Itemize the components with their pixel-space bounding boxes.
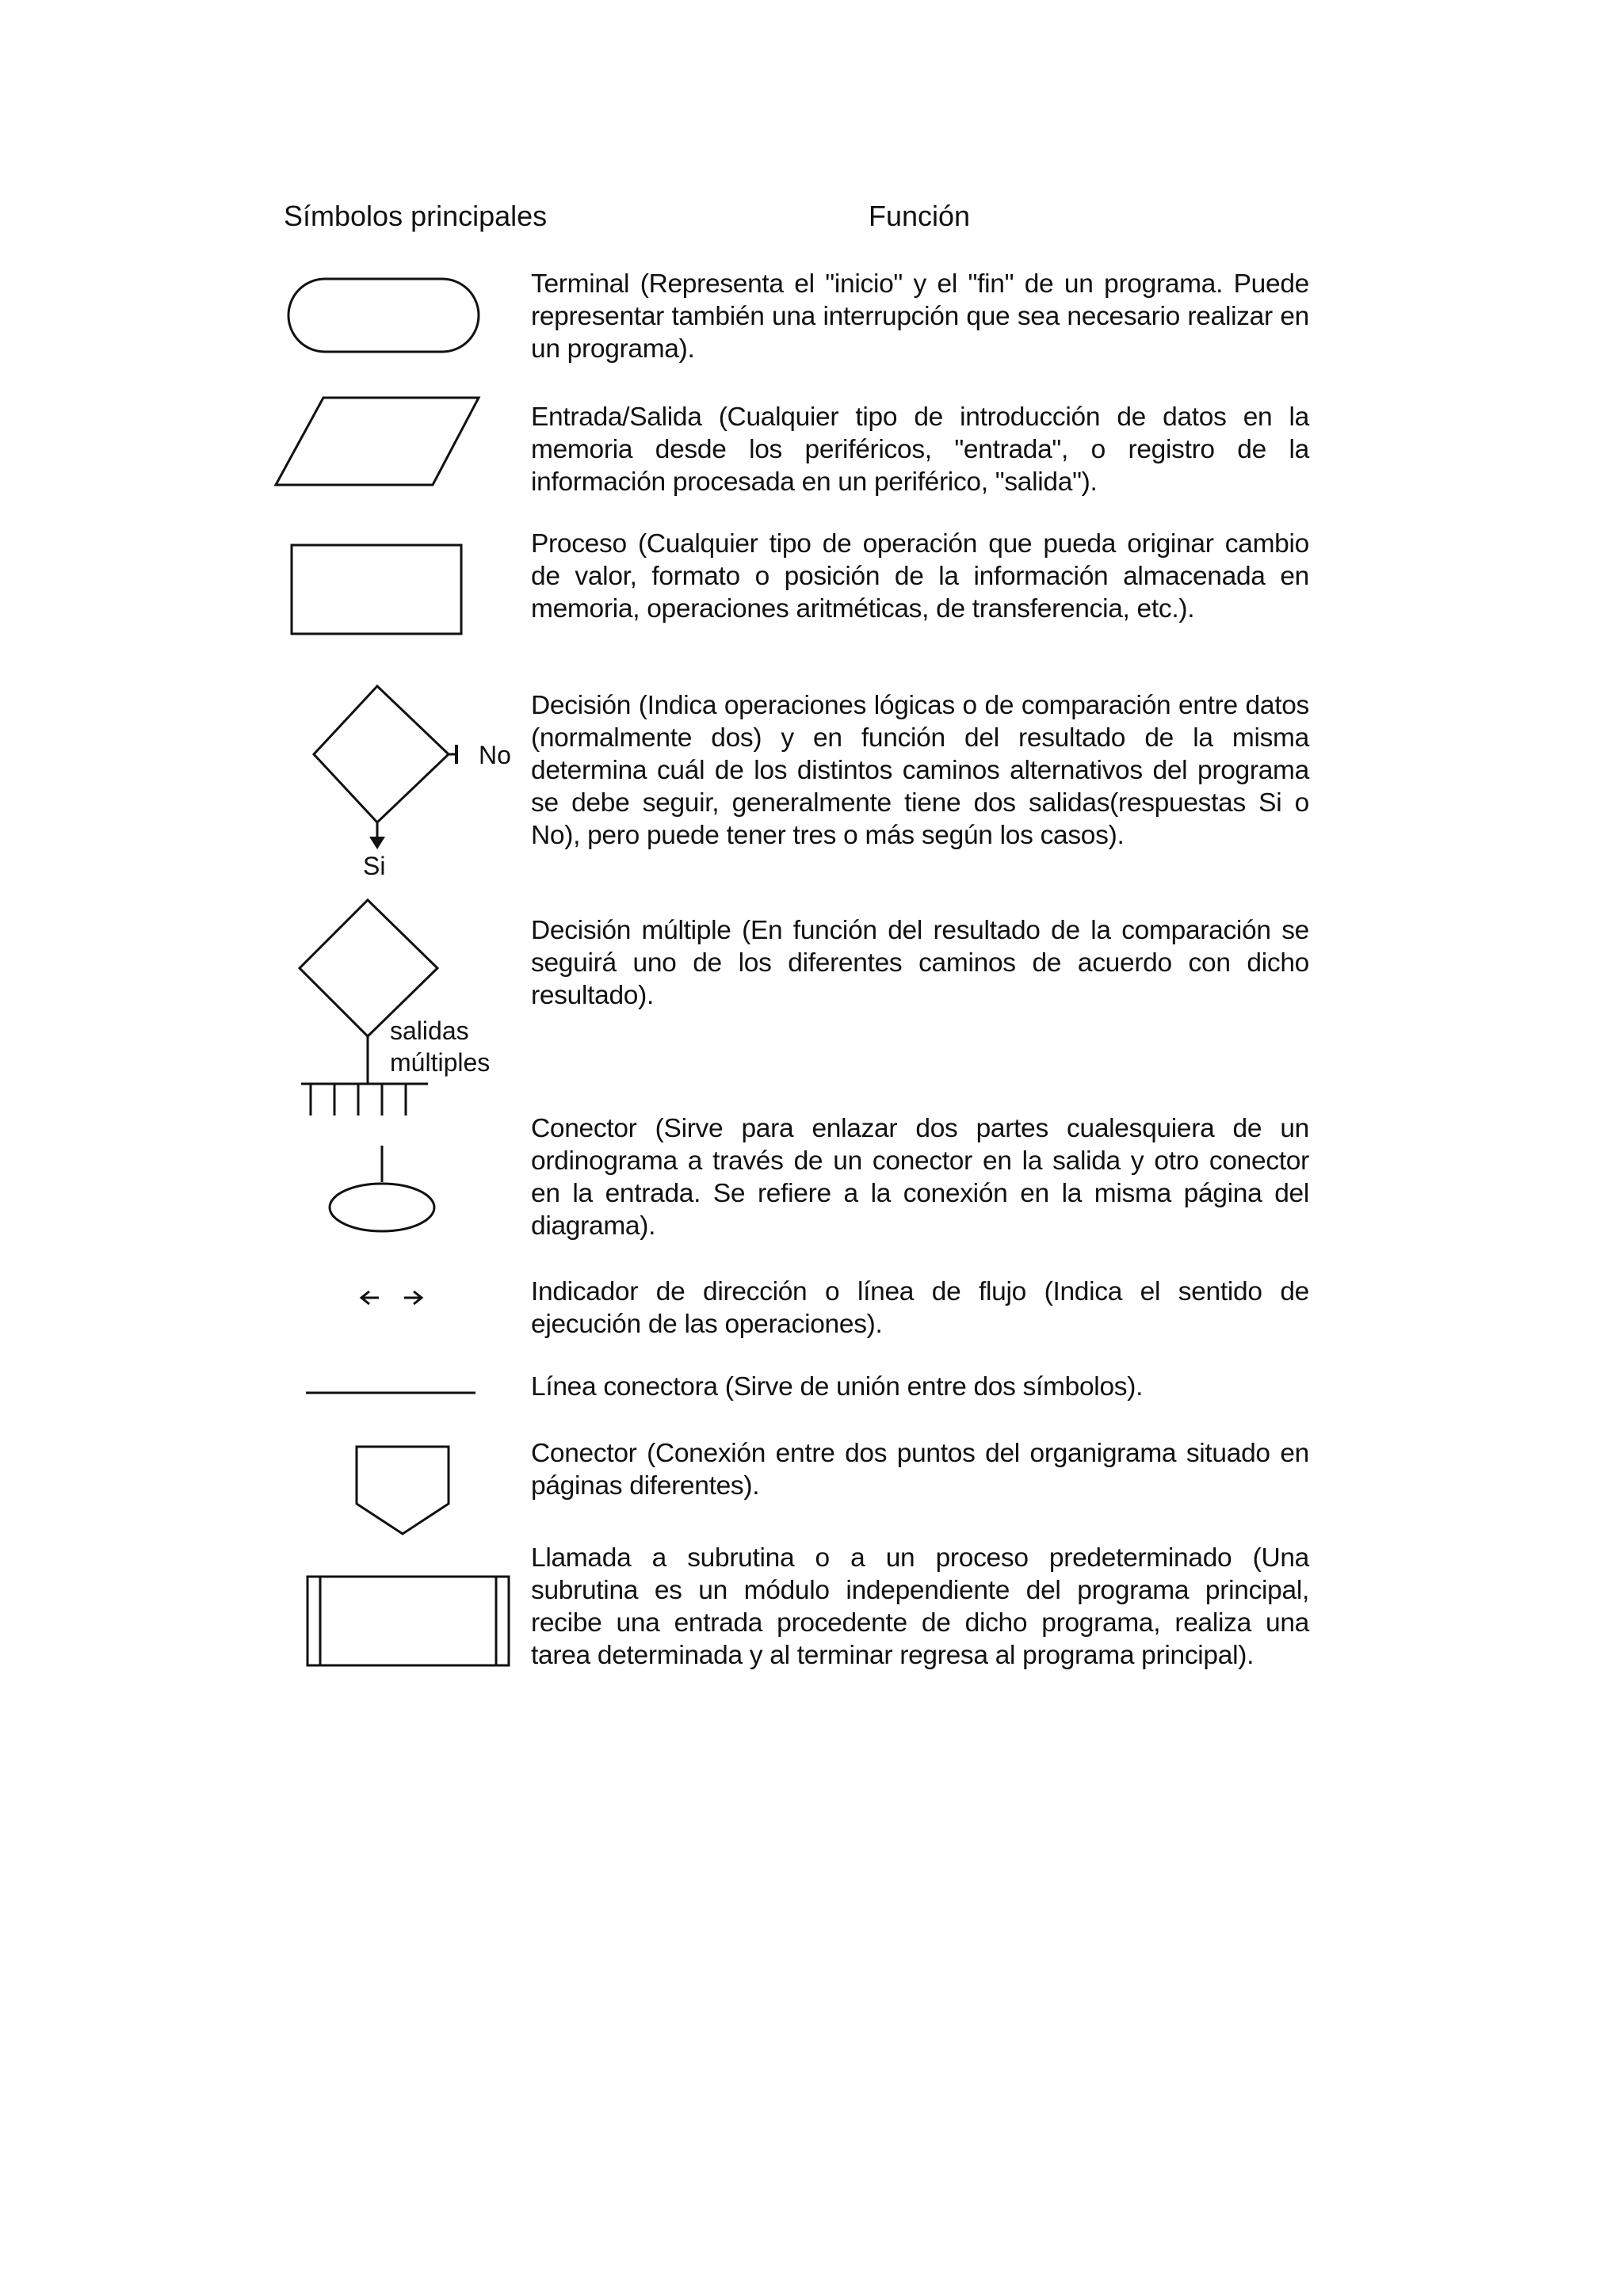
- header-symbols: Símbolos principales: [284, 200, 548, 232]
- decision-si-label: Si: [363, 852, 386, 880]
- header-function: Función: [869, 200, 971, 232]
- subroutine-symbol: [304, 1573, 514, 1672]
- multiple-outputs-label-line1: salidas: [390, 1016, 469, 1045]
- terminal-symbol: [285, 276, 483, 357]
- decision-symbol: [309, 681, 531, 887]
- flow-direction-symbol: [357, 1287, 436, 1310]
- off-page-connector-symbol: [352, 1442, 455, 1539]
- connecting-line-symbol: [304, 1388, 479, 1398]
- decision-no-label: No: [479, 741, 511, 769]
- multiple-decision-symbol: [293, 894, 531, 1123]
- multiple-outputs-label-line2: múltiples: [390, 1048, 491, 1077]
- connector-symbol: [322, 1142, 449, 1238]
- process-symbol: [288, 542, 466, 640]
- decision-description: Decisión (Indica operaciones lógicas o de comparación entre datos (normalmente dos) y en función del resultado de la misma determina cuál de los distintos caminos alternativos del programa se debe seguir, generalmente tiene dos salidas(respuestas Si o No), pero puede tener tres o más según los casos).: [531, 691, 1309, 850]
- multiple-decision-description: Decisión múltiple (En función del resultado de la comparación se seguirá uno de los diferentes caminos de acuerdo con dicho resultado).: [531, 916, 1309, 1010]
- connecting-line-description: Línea conectora (Sirve de unión entre dos símbolos).: [531, 1372, 1144, 1402]
- subroutine-description: Llamada a subrutina o a un proceso predeterminado (Una subrutina es un módulo independiente del programa principal, recibe una entrada procedente de dicho programa, realiza una tarea determinada y al terminar regresa al programa principal).: [531, 1543, 1309, 1670]
- flow-direction-description: Indicador de dirección o línea de flujo (Indica el sentido de ejecución de las operaciones).: [531, 1277, 1309, 1339]
- terminal-description: Terminal (Representa el "inicio" y el "fin" de un programa. Puede representar también una interrupción que sea necesario realizar en un programa).: [531, 269, 1309, 364]
- process-description: Proceso (Cualquier tipo de operación que pueda originar cambio de valor, formato o posición de la información almacenada en memoria, operaciones aritméticas, de transferencia, etc.).: [531, 529, 1309, 624]
- off-page-connector-description: Conector (Conexión entre dos puntos del organigrama situado en páginas diferentes).: [531, 1439, 1309, 1501]
- connector-description: Conector (Sirve para enlazar dos partes cualesquiera de un ordinograma a través de un conector en la salida y otro conector en la entrada. Se refiere a la conexión en la misma página del diagrama).: [531, 1114, 1309, 1241]
- input-output-description: Entrada/Salida (Cualquier tipo de introducción de datos en la memoria desde los periféricos, "entrada", o registro de la información procesada en un periférico, "salida").: [531, 402, 1309, 497]
- input-output-symbol: [269, 395, 483, 490]
